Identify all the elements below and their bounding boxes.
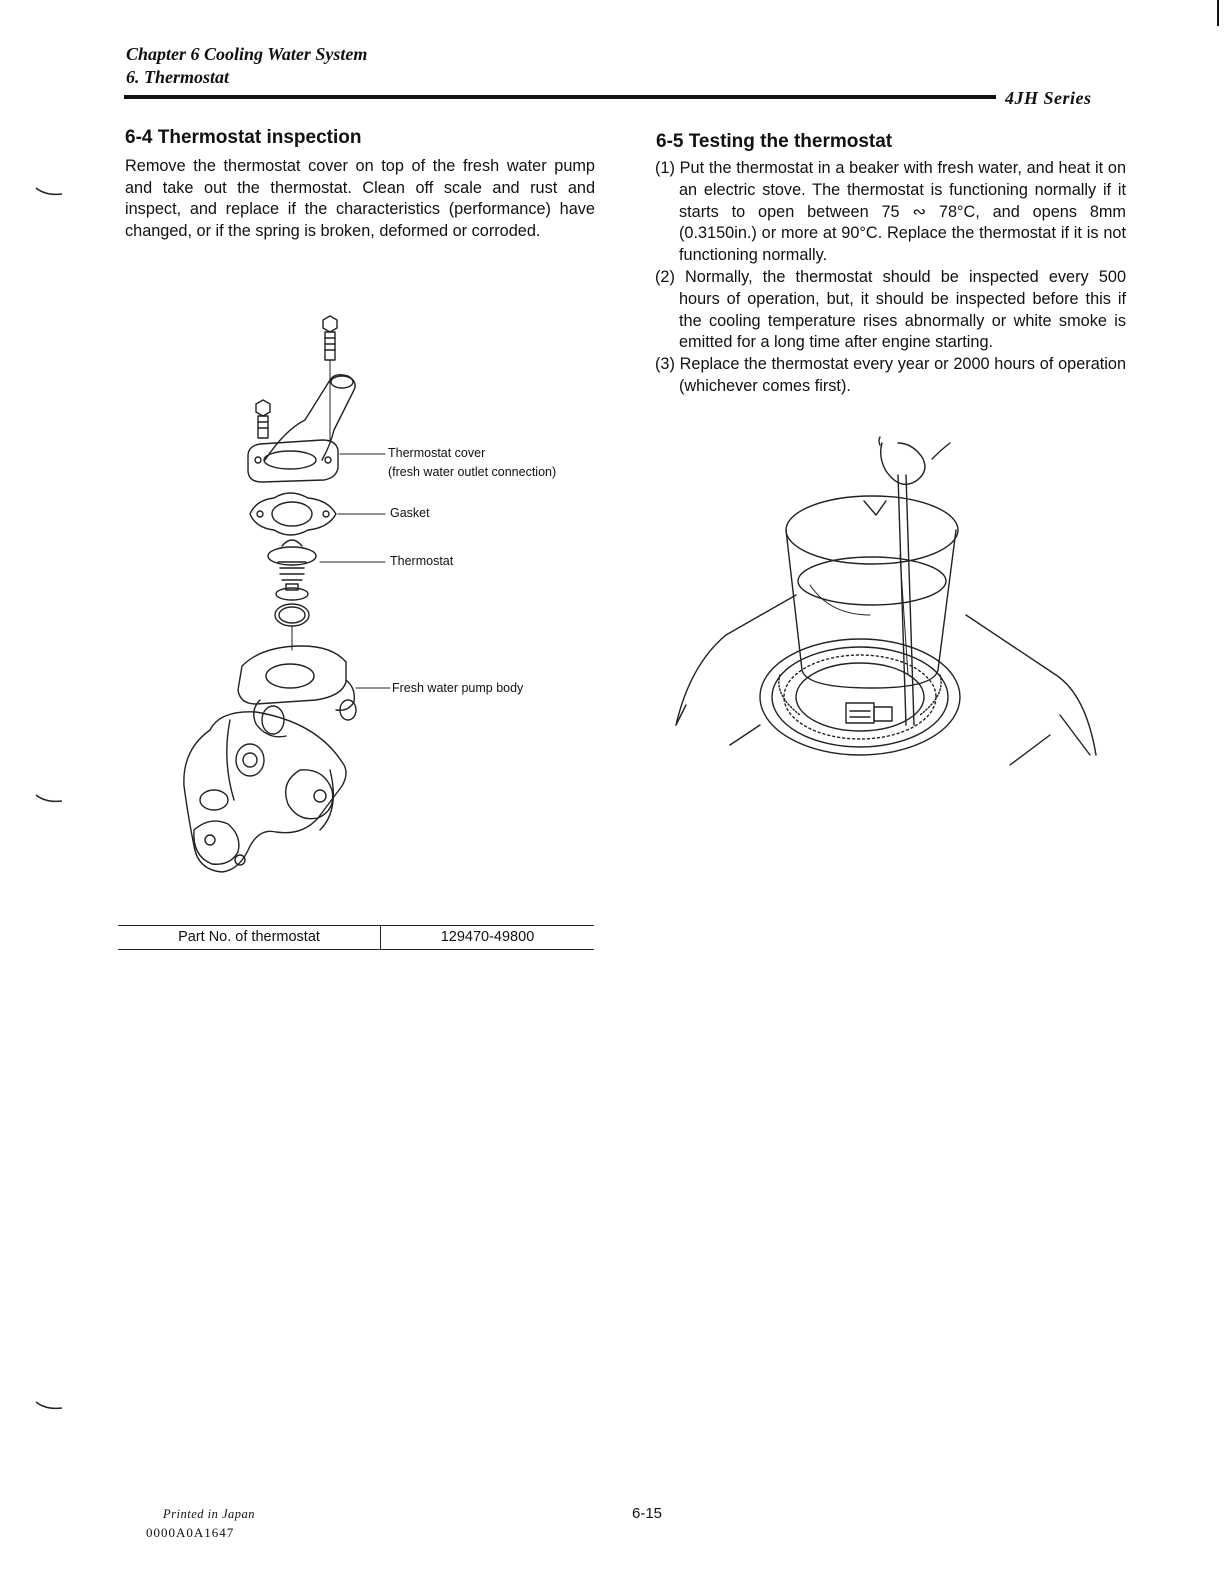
callout-gasket-label: Gasket	[390, 506, 430, 520]
page-edge-mark	[1217, 0, 1219, 26]
list-item: (1) Put the thermostat in a beaker with fresh water, and heat it on an electric stove. The thermostat is functioning normally if it starts to open between 75 ∾ 78°C, and opens 8mm (0.3150in.) or more at 90°C. Replace the thermostat if it is not functioning normally.	[655, 159, 1126, 265]
inspection-heading: 6-4 Thermostat inspection	[125, 127, 362, 148]
callout-cover-label: Thermostat cover	[388, 446, 486, 460]
pump-body-drawing	[184, 646, 356, 872]
o-ring-drawing	[275, 588, 309, 626]
cover-bolt-side	[256, 400, 270, 438]
callout-pump-body-label: Fresh water pump body	[392, 681, 524, 695]
thermostat-drawing	[268, 540, 316, 590]
beaker-test-illustration	[670, 435, 1110, 785]
testing-heading: 6-5 Testing the thermostat	[656, 131, 893, 152]
document-code: 0000A0A1647	[146, 1525, 235, 1540]
thermostat-in-beaker-drawing	[846, 703, 892, 723]
callout-pump-body	[392, 679, 523, 698]
list-item: (2) Normally, the thermostat should be inspected every 500 hours of operation, but, it should be inspected before this if the cooling temperature rises abnormally or white smoke is emitted for a long time after engine starting.	[655, 267, 1126, 352]
binding-mark	[34, 793, 64, 803]
callout-cover-sublabel: (fresh water outlet connection)	[388, 465, 557, 479]
binding-mark	[34, 186, 64, 196]
thermostat-exploded-diagram	[170, 300, 590, 900]
callout-gasket	[390, 504, 430, 523]
callout-thermostat-cover	[388, 444, 556, 482]
section-title: 6. Thermostat	[126, 67, 230, 87]
beaker-drawing	[786, 496, 958, 688]
electric-stove-drawing	[676, 595, 1096, 765]
thermometer-drawing	[879, 437, 950, 725]
inspection-body: Remove the thermostat cover on top of the fresh water pump and take out the thermostat. Clean off scale and rust and inspect, and replace if the characteristics (performance) have changed, or if the spring is broken, deformed or corroded.	[125, 157, 595, 240]
binding-mark	[34, 1400, 64, 1410]
callout-thermostat	[390, 552, 453, 571]
gasket-drawing	[250, 493, 336, 535]
printed-in-japan: Printed in Japan	[163, 1507, 256, 1521]
part-number-label: Part No. of thermostat	[118, 926, 381, 950]
header-rule	[124, 95, 996, 99]
part-number-table	[118, 925, 594, 950]
list-item: (3) Replace the thermostat every year or 2000 hours of operation (whichever comes first).	[655, 355, 1126, 395]
callout-thermostat-label: Thermostat	[390, 554, 454, 568]
page-number: 6-15	[632, 1505, 663, 1522]
table-row	[118, 926, 594, 950]
part-number-value: 129470-49800	[381, 926, 595, 950]
testing-steps	[655, 158, 1126, 398]
chapter-title: Chapter 6 Cooling Water System	[126, 44, 368, 64]
series-label: 4JH Series	[1005, 88, 1092, 108]
